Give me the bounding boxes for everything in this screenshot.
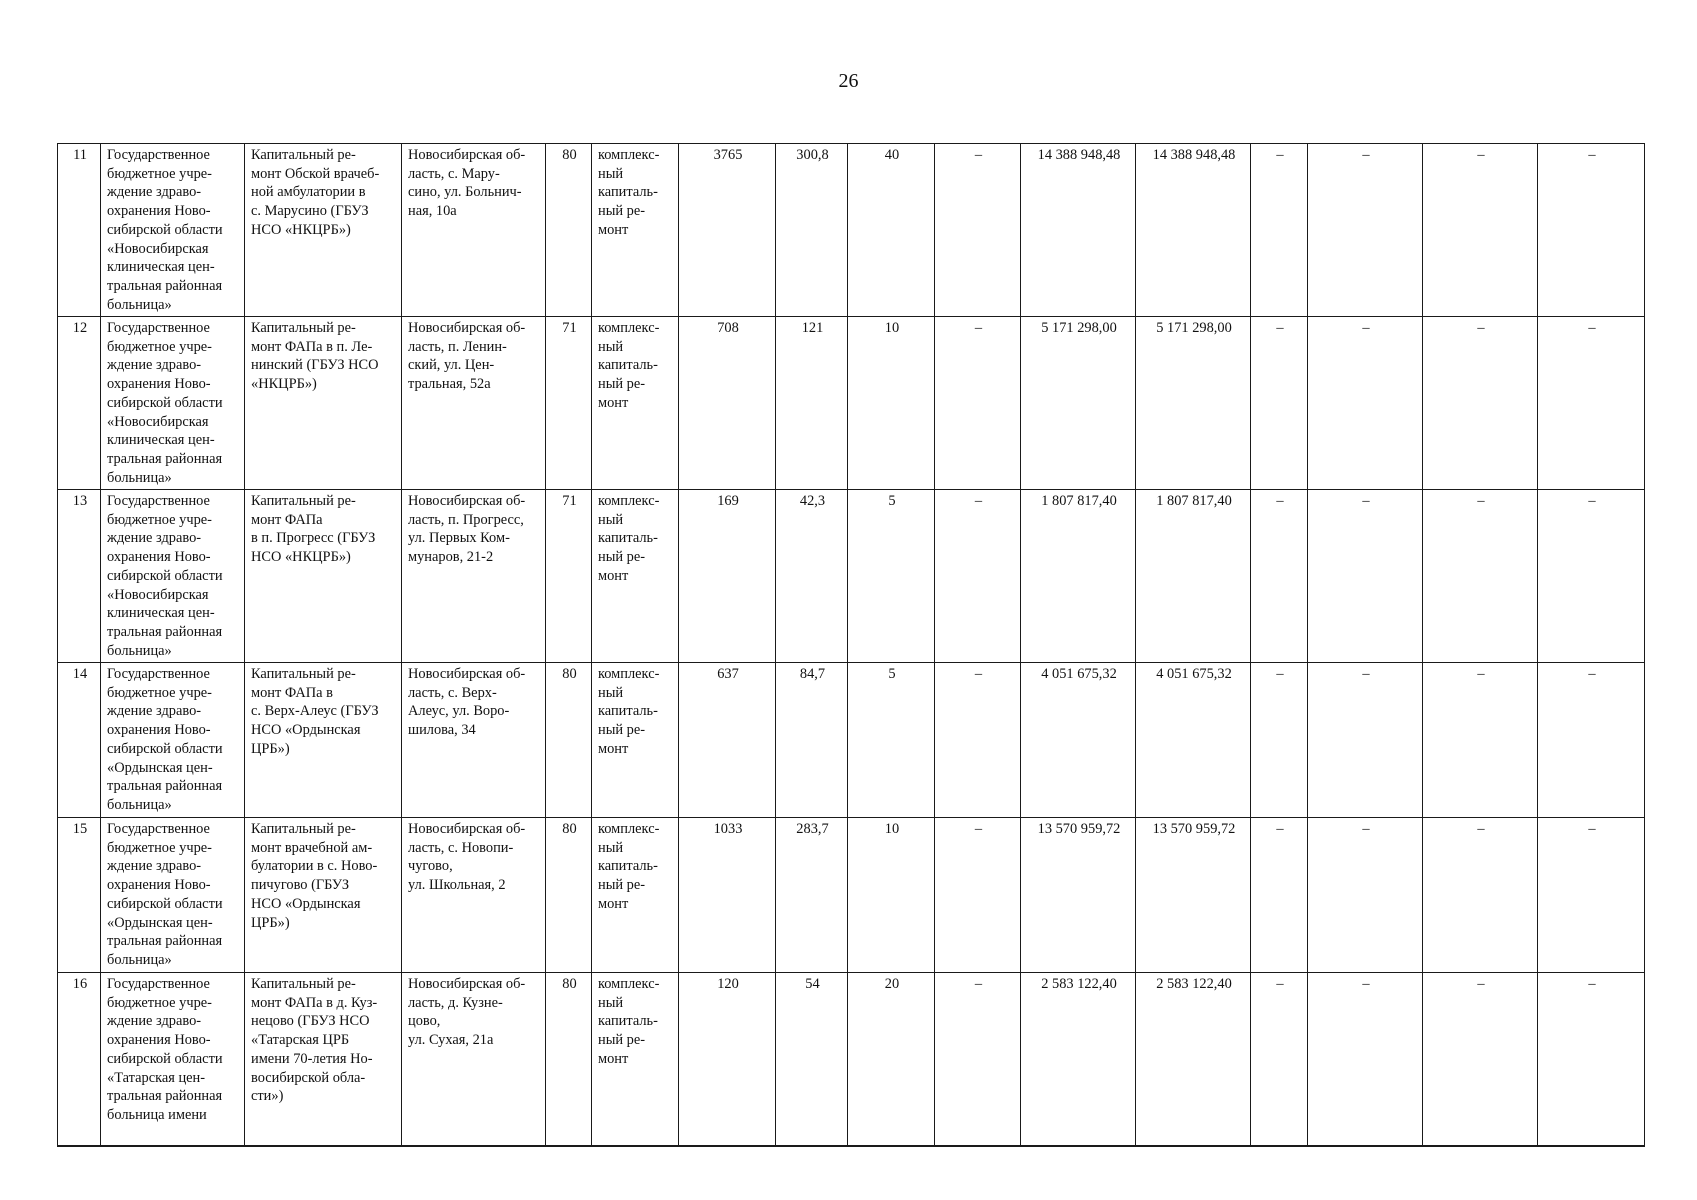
value4-cell: –: [935, 317, 1021, 490]
cell-line: ный: [598, 684, 624, 701]
cell-line: капиталь-: [598, 1013, 658, 1030]
cell-line: Капитальный ре-: [251, 320, 356, 336]
cell-line: больница»: [107, 951, 172, 968]
cell-line: Капитальный ре-: [251, 493, 356, 509]
amount-cell: 14 388 948,48: [1136, 144, 1251, 317]
dash3-cell: –: [1423, 973, 1538, 1146]
value2-cell: 300,8: [776, 144, 848, 317]
amount-cell: 13 570 959,72: [1136, 818, 1251, 973]
table-row: [58, 317, 1645, 490]
cell-line: Алеус, ул. Воро-: [408, 703, 510, 720]
cell-line: охранения Ново-: [107, 549, 211, 566]
cell-line: Государственное: [107, 493, 210, 509]
cell-line: комплекс-: [598, 666, 660, 682]
cell-line: НСО «НКЦРБ»): [251, 549, 351, 566]
cell-line: ласть, п. Ленин-: [408, 338, 507, 355]
institution-cell: [101, 317, 245, 490]
cell-line: «Татарская ЦРБ: [251, 1032, 350, 1049]
work-type-cell: [592, 663, 679, 818]
cell-line: тральная, 52а: [408, 376, 491, 393]
cell-line: имени 70-летия Но-: [251, 1050, 373, 1067]
cell-line: клиническая цен-: [107, 259, 215, 276]
total-cost-cell: 1 807 817,40: [1021, 490, 1136, 663]
dash4-cell: –: [1538, 818, 1645, 973]
cell-line: ный: [598, 338, 624, 355]
cell-line: больница»: [107, 469, 172, 486]
institution-cell: [101, 490, 245, 663]
table-row: [58, 663, 1645, 818]
dash2-cell: –: [1308, 973, 1423, 1146]
cell-line: ул. Школьная, 2: [408, 877, 506, 894]
wear-cell: 80: [546, 144, 592, 317]
cell-line: монт Обской врачеб-: [251, 165, 380, 182]
cell-line: Капитальный ре-: [251, 666, 356, 682]
dash2-cell: –: [1308, 317, 1423, 490]
cell-line: ласть, с. Верх-: [408, 684, 497, 701]
cell-line: «Татарская цен-: [107, 1069, 206, 1086]
cell-line: Государственное: [107, 821, 210, 837]
value4-cell: –: [935, 144, 1021, 317]
cell-line: сибирской области: [107, 221, 223, 238]
cell-line: ный: [598, 839, 624, 856]
dash2-cell: –: [1308, 144, 1423, 317]
dash3-cell: –: [1423, 144, 1538, 317]
cell-line: ждение здраво-: [107, 858, 202, 875]
dash2-cell: –: [1308, 663, 1423, 818]
address-cell: [402, 663, 546, 818]
value1-cell: 120: [679, 973, 776, 1146]
cell-line: ный: [598, 994, 624, 1011]
cell-line: «Новосибирская: [107, 413, 209, 430]
total-cost-cell: 2 583 122,40: [1021, 973, 1136, 1146]
table-row: [58, 490, 1645, 663]
value1-cell: 1033: [679, 818, 776, 973]
cell-line: тральная районная: [107, 778, 223, 795]
cell-line: Новосибирская об-: [408, 320, 526, 336]
cell-line: монт ФАПа: [251, 511, 323, 528]
wear-cell: 71: [546, 490, 592, 663]
cell-line: клиническая цен-: [107, 432, 215, 449]
total-cost-cell: 4 051 675,32: [1021, 663, 1136, 818]
work-type-cell: [592, 973, 679, 1146]
row-number-cell: 15: [58, 818, 101, 973]
cell-line: ласть, с. Новопи-: [408, 839, 514, 856]
institution-cell: [101, 973, 245, 1146]
cell-line: капиталь-: [598, 858, 658, 875]
cell-line: капиталь-: [598, 357, 658, 374]
cell-line: монт: [598, 394, 629, 411]
cell-line: ЦРБ»): [251, 740, 290, 757]
cell-line: ный ре-: [598, 376, 646, 393]
cell-line: «Ордынская цен-: [107, 914, 213, 931]
cell-line: булатории в с. Ново-: [251, 858, 378, 875]
cell-line: сибирской области: [107, 394, 223, 411]
cell-line: НСО «НКЦРБ»): [251, 221, 351, 238]
dash1-cell: –: [1251, 973, 1308, 1146]
cell-line: комплекс-: [598, 821, 660, 837]
cell-line: ский, ул. Цен-: [408, 357, 495, 374]
cell-line: бюджетное учре-: [107, 994, 212, 1011]
cell-line: Государственное: [107, 147, 210, 163]
value1-cell: 637: [679, 663, 776, 818]
value3-cell: 5: [848, 490, 935, 663]
dash3-cell: –: [1423, 663, 1538, 818]
amount-cell: 5 171 298,00: [1136, 317, 1251, 490]
cell-line: тральная районная: [107, 450, 223, 467]
dash3-cell: –: [1423, 317, 1538, 490]
cell-line: нецово (ГБУЗ НСО: [251, 1013, 370, 1030]
cell-line: монт ФАПа в д. Куз-: [251, 994, 378, 1011]
cell-line: Государственное: [107, 320, 210, 336]
value3-cell: 10: [848, 818, 935, 973]
work-type-cell: [592, 144, 679, 317]
cell-line: цово,: [408, 1013, 441, 1030]
amount-cell: 4 051 675,32: [1136, 663, 1251, 818]
wear-cell: 80: [546, 818, 592, 973]
cell-line: ждение здраво-: [107, 530, 202, 547]
dash4-cell: –: [1538, 317, 1645, 490]
cell-line: больница имени: [107, 1106, 207, 1123]
cell-line: охранения Ново-: [107, 722, 211, 739]
work-type-cell: [592, 490, 679, 663]
address-cell: [402, 973, 546, 1146]
cell-line: сибирской области: [107, 1050, 223, 1067]
dash1-cell: –: [1251, 317, 1308, 490]
cell-line: монт: [598, 1050, 629, 1067]
cell-line: ждение здраво-: [107, 184, 202, 201]
dash4-cell: –: [1538, 973, 1645, 1146]
institution-cell: [101, 663, 245, 818]
address-cell: [402, 818, 546, 973]
total-cost-cell: 13 570 959,72: [1021, 818, 1136, 973]
table-row: [58, 818, 1645, 973]
cell-line: Новосибирская об-: [408, 147, 526, 163]
cell-line: ный: [598, 511, 624, 528]
amount-cell: 2 583 122,40: [1136, 973, 1251, 1146]
row-number-cell: 14: [58, 663, 101, 818]
cell-line: ный ре-: [598, 549, 646, 566]
table-row: [58, 144, 1645, 317]
total-cost-cell: 14 388 948,48: [1021, 144, 1136, 317]
value2-cell: 54: [776, 973, 848, 1146]
dash3-cell: –: [1423, 490, 1538, 663]
cell-line: комплекс-: [598, 493, 660, 509]
cell-line: «Новосибирская: [107, 240, 209, 257]
cell-line: больница»: [107, 796, 172, 813]
cell-line: ная, 10а: [408, 203, 457, 220]
cell-line: сибирской области: [107, 567, 223, 584]
cell-line: ласть, д. Кузне-: [408, 994, 503, 1011]
dash4-cell: –: [1538, 663, 1645, 818]
cell-line: бюджетное учре-: [107, 165, 212, 182]
cell-line: ный ре-: [598, 877, 646, 894]
cell-line: НСО «Ордынская: [251, 722, 361, 739]
cell-line: Капитальный ре-: [251, 976, 356, 992]
cell-line: чугово,: [408, 858, 453, 875]
value1-cell: 169: [679, 490, 776, 663]
cell-line: Капитальный ре-: [251, 821, 356, 837]
cell-line: капиталь-: [598, 530, 658, 547]
cell-line: тральная районная: [107, 933, 223, 950]
dash2-cell: –: [1308, 490, 1423, 663]
cell-line: комплекс-: [598, 320, 660, 336]
address-cell: [402, 317, 546, 490]
cell-line: больница»: [107, 296, 172, 313]
row-number-cell: 12: [58, 317, 101, 490]
cell-line: ждение здраво-: [107, 703, 202, 720]
cell-line: охранения Ново-: [107, 203, 211, 220]
value3-cell: 10: [848, 317, 935, 490]
value4-cell: –: [935, 973, 1021, 1146]
cell-line: тральная районная: [107, 277, 223, 294]
cell-line: восибирской обла-: [251, 1069, 366, 1086]
object-cell: [245, 663, 402, 818]
work-type-cell: [592, 317, 679, 490]
cell-line: бюджетное учре-: [107, 338, 212, 355]
value4-cell: –: [935, 663, 1021, 818]
wear-cell: 71: [546, 317, 592, 490]
cell-line: ласть, п. Прогресс,: [408, 511, 524, 528]
cell-line: ждение здраво-: [107, 1013, 202, 1030]
page-number: 26: [838, 70, 859, 92]
cell-line: с. Марусино (ГБУЗ: [251, 203, 369, 220]
cell-line: монт: [598, 221, 629, 238]
cell-line: капиталь-: [598, 184, 658, 201]
cell-line: охранения Ново-: [107, 1032, 211, 1049]
cell-line: тральная районная: [107, 1088, 223, 1105]
cell-line: Новосибирская об-: [408, 976, 526, 992]
cell-line: сти»): [251, 1088, 284, 1105]
cell-line: Новосибирская об-: [408, 493, 526, 509]
dash3-cell: –: [1423, 818, 1538, 973]
cell-line: больница»: [107, 642, 172, 659]
cell-line: «Новосибирская: [107, 586, 209, 603]
cell-line: Новосибирская об-: [408, 666, 526, 682]
address-cell: [402, 490, 546, 663]
cell-line: сино, ул. Больнич-: [408, 184, 522, 201]
amount-cell: 1 807 817,40: [1136, 490, 1251, 663]
cell-line: комплекс-: [598, 147, 660, 163]
cell-line: бюджетное учре-: [107, 684, 212, 701]
table-row: [58, 973, 1645, 1146]
cell-line: сибирской области: [107, 895, 223, 912]
cell-line: охранения Ново-: [107, 877, 211, 894]
object-cell: [245, 144, 402, 317]
institution-cell: [101, 144, 245, 317]
object-cell: [245, 973, 402, 1146]
cell-line: комплекс-: [598, 976, 660, 992]
cell-line: «Ордынская цен-: [107, 759, 213, 776]
cell-line: ный ре-: [598, 722, 646, 739]
cell-line: Государственное: [107, 976, 210, 992]
cell-line: капиталь-: [598, 703, 658, 720]
cell-line: Капитальный ре-: [251, 147, 356, 163]
dash1-cell: –: [1251, 663, 1308, 818]
cell-line: «НКЦРБ»): [251, 376, 317, 393]
cell-line: пичугово (ГБУЗ: [251, 877, 350, 894]
cell-line: монт: [598, 740, 629, 757]
address-cell: [402, 144, 546, 317]
row-number-cell: 16: [58, 973, 101, 1146]
dash2-cell: –: [1308, 818, 1423, 973]
cell-line: монт: [598, 895, 629, 912]
cell-line: охранения Ново-: [107, 376, 211, 393]
wear-cell: 80: [546, 663, 592, 818]
value4-cell: –: [935, 490, 1021, 663]
cell-line: ул. Первых Ком-: [408, 530, 510, 547]
value1-cell: 3765: [679, 144, 776, 317]
cell-line: тральная районная: [107, 623, 223, 640]
value3-cell: 20: [848, 973, 935, 1146]
object-cell: [245, 490, 402, 663]
cell-line: ЦРБ»): [251, 914, 290, 931]
cell-line: ный ре-: [598, 203, 646, 220]
cell-line: бюджетное учре-: [107, 511, 212, 528]
row-number-cell: 11: [58, 144, 101, 317]
cell-line: шилова, 34: [408, 722, 476, 739]
cell-line: ждение здраво-: [107, 357, 202, 374]
cell-line: нинский (ГБУЗ НСО: [251, 357, 379, 374]
cell-line: ной амбулатории в: [251, 184, 366, 201]
row-number-cell: 13: [58, 490, 101, 663]
value2-cell: 42,3: [776, 490, 848, 663]
wear-cell: 80: [546, 973, 592, 1146]
total-cost-cell: 5 171 298,00: [1021, 317, 1136, 490]
cell-line: ул. Сухая, 21а: [408, 1032, 494, 1049]
cell-line: ласть, с. Мару-: [408, 165, 500, 182]
value2-cell: 84,7: [776, 663, 848, 818]
cell-line: мунаров, 21-2: [408, 549, 494, 566]
capital-repair-table: [57, 143, 1645, 1147]
work-type-cell: [592, 818, 679, 973]
cell-line: клиническая цен-: [107, 605, 215, 622]
object-cell: [245, 317, 402, 490]
cell-line: с. Верх-Алеус (ГБУЗ: [251, 703, 379, 720]
cell-line: монт врачебной ам-: [251, 839, 373, 856]
cell-line: монт ФАПа в п. Ле-: [251, 338, 373, 355]
cell-line: в п. Прогресс (ГБУЗ: [251, 530, 376, 547]
dash1-cell: –: [1251, 490, 1308, 663]
dash1-cell: –: [1251, 144, 1308, 317]
cell-line: Государственное: [107, 666, 210, 682]
cell-line: сибирской области: [107, 740, 223, 757]
cell-line: Новосибирская об-: [408, 821, 526, 837]
object-cell: [245, 818, 402, 973]
cell-line: ный: [598, 165, 624, 182]
cell-line: монт ФАПа в: [251, 684, 333, 701]
cell-line: НСО «Ордынская: [251, 895, 361, 912]
dash4-cell: –: [1538, 490, 1645, 663]
value2-cell: 283,7: [776, 818, 848, 973]
value2-cell: 121: [776, 317, 848, 490]
dash4-cell: –: [1538, 144, 1645, 317]
value1-cell: 708: [679, 317, 776, 490]
dash1-cell: –: [1251, 818, 1308, 973]
value4-cell: –: [935, 818, 1021, 973]
cell-line: бюджетное учре-: [107, 839, 212, 856]
institution-cell: [101, 818, 245, 973]
value3-cell: 40: [848, 144, 935, 317]
value3-cell: 5: [848, 663, 935, 818]
cell-line: ный ре-: [598, 1032, 646, 1049]
cell-line: монт: [598, 567, 629, 584]
